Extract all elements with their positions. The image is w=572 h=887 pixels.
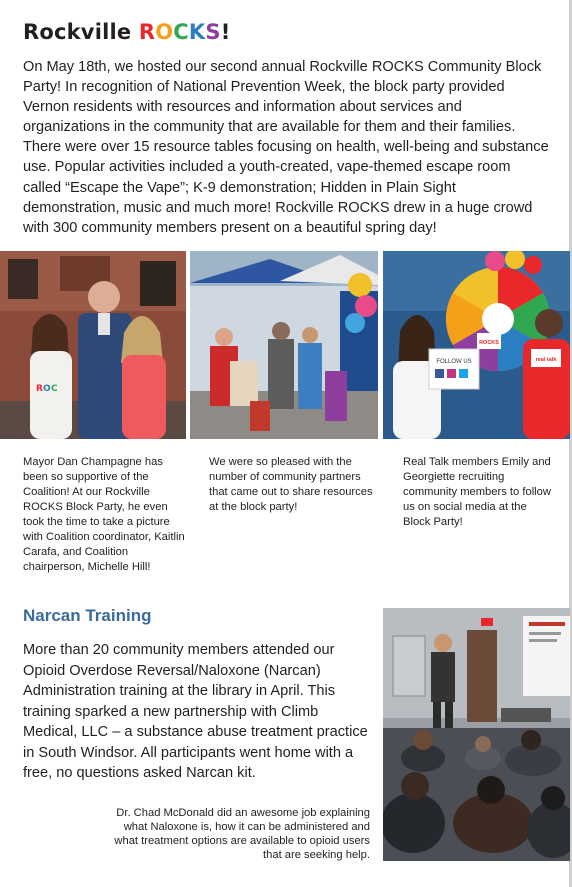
intro-paragraph: On May 18th, we hosted our second annual Rockville ROCKS Community Block Party! In recognition of National Prevention Week, the block party provided Vernon residents with resources and information about services and organizations in the community that are available for them and their families. There were over 15 resource tables focusing on health, well-being and substance use. Popular activities included a youth-created, vape-themed escape room called “Escape the Vape”; K-9 demonstration; Hidden in Plain Sight demonstration, music and much more! Rockville ROCKS drew in a huge crowd with 300 community members present on a beautiful spring day! [23,59,549,236]
sign-follow-text: FOLLOW US [436,359,472,365]
narcan-heading: Narcan Training [23,606,152,625]
sign-real-talk-text: real talk [535,357,557,363]
rocks-letter: O [155,20,174,44]
title-prefix: Rockville [23,20,139,44]
photo-real-talk-members [383,251,570,439]
narcan-paragraph: More than 20 community members attended our Opioid Overdose Reversal/Naloxone (Narcan) Administration training at the library in April. This training sparked a new partnership with Climb Medical, LLC – a substance abuse treatment practice in South Windsor. All participants went home with a free, no questions asked Narcan kit. [23,642,368,781]
rocks-letter: C [173,20,189,44]
caption-real-talk: Real Talk members Emily and Georgiette recruiting community members to follow us on social media at the Block Party! [403,456,551,528]
rocks-letter: S [205,20,221,44]
caption-mayor: Mayor Dan Champagne has been so supportive of the Coalition! At our Rockville ROCKS Block Party, he even took the time to take a picture with Coalition coordinator, Kaitlin Carafa, and Coalition chairperson, Michelle Hill! [23,456,185,573]
svg-text:R: R [36,384,43,394]
photo-resource-tents [190,251,378,439]
photo-narcan-training [383,608,570,861]
section-title [23,20,231,44]
svg-text:O: O [43,384,51,394]
photo-mayor-group [0,251,186,439]
rocks-letter: K [188,20,206,44]
narcan-caption: Dr. Chad McDonald did an awesome job explaining what Naloxone is, how it can be administered and what treatment options are available to opioid users that are seeking help. [114,807,370,861]
rocks-logo-text [139,20,221,44]
title-suffix: ! [220,20,231,44]
rocks-letter: R [138,20,156,44]
caption-resource-tents: We were so pleased with the number of community partners that came out to share resources at the block party! [209,456,373,513]
svg-text:C: C [51,384,58,394]
sign-rocks-text: ROCKS [479,340,499,346]
